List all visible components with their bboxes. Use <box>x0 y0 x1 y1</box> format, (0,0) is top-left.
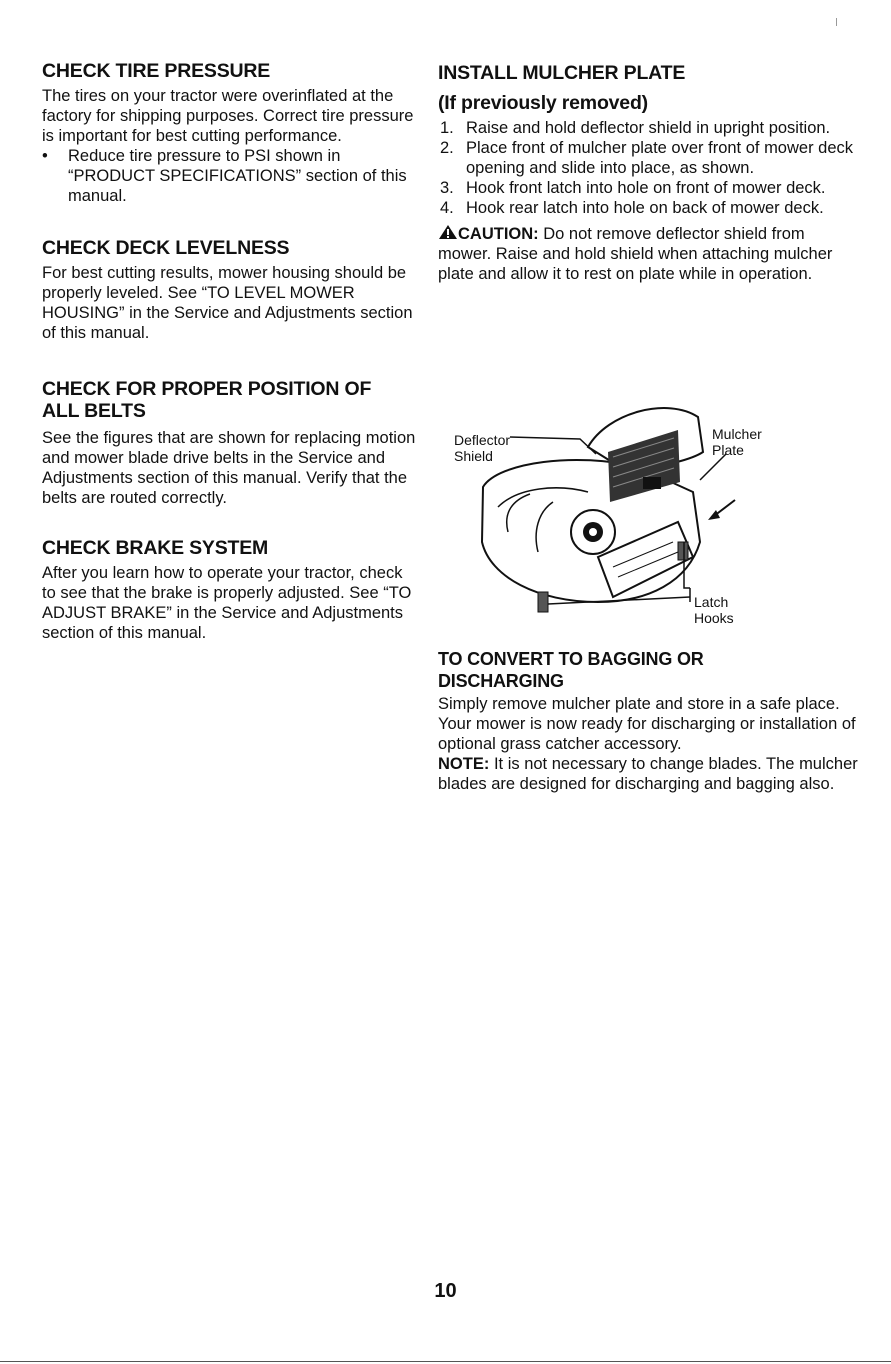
step-text: Place front of mulcher plate over front of mower deck opening and slide into place, as shown. <box>466 139 854 177</box>
deck-levelness-heading: CHECK DECK LEVELNESS <box>42 237 290 259</box>
brake-heading: CHECK BRAKE SYSTEM <box>42 537 269 559</box>
convert-heading: TO CONVERT TO BAGGING OR DISCHARGING <box>438 649 704 691</box>
convert-section <box>438 648 858 794</box>
tire-pressure-heading: CHECK TIRE PRESSURE <box>42 60 271 82</box>
step-text: Raise and hold deflector shield in upright position. <box>466 119 831 137</box>
step-number: 4. <box>440 199 454 217</box>
mulcher-plate-label <box>712 426 762 458</box>
latch-label-line1: Latch <box>694 594 729 610</box>
tire-pressure-section <box>42 60 418 206</box>
tire-pressure-list <box>42 146 418 206</box>
step-text: Hook front latch into hole on front of mower deck. <box>466 179 826 197</box>
mulcher-heading: INSTALL MULCHER PLATE <box>438 62 686 84</box>
step-number: 2. <box>440 139 454 157</box>
caution-label: CAUTION: <box>458 225 539 243</box>
mulcher-label-line1: Mulcher <box>712 426 762 442</box>
caution-text: Do not remove deflector shield from mower. Raise and hold shield when attaching mulcher plate and allow it to rest on plate while in operation. <box>438 225 833 283</box>
mulcher-label-line2: Plate <box>712 442 744 458</box>
note-label: NOTE: <box>438 755 490 773</box>
mulcher-step <box>438 118 858 138</box>
deflector-label-line2: Shield <box>454 448 493 464</box>
tire-pressure-bullet: • Reduce tire pressure to PSI shown in “PRODUCT SPECIFICATIONS” section of this manual. <box>42 146 418 206</box>
mulcher-step <box>438 138 858 178</box>
deflector-label-line1: Deflector <box>454 432 511 448</box>
corner-mark <box>836 18 837 26</box>
note-paragraph <box>438 754 858 794</box>
belts-heading: CHECK FOR PROPER POSITION OF ALL BELTS <box>42 378 372 422</box>
deflector-shield-label <box>454 432 510 464</box>
deck-levelness-section <box>42 237 418 343</box>
belts-text: See the figures that are shown for replacing motion and mower blade drive belts in the Service and Adjustments section of this manual. Verify that the belts are routed correctly. <box>42 429 416 507</box>
caution-note <box>438 224 858 284</box>
step-number: 3. <box>440 179 454 197</box>
page-number: 10 <box>434 1280 457 1302</box>
bottom-rule <box>0 1361 891 1362</box>
brake-section <box>42 537 418 643</box>
mulcher-step <box>438 178 858 198</box>
mulcher-steps <box>438 118 858 218</box>
step-text: Hook rear latch into hole on back of mower deck. <box>466 199 824 217</box>
note-text: It is not necessary to change blades. The mulcher blades are designed for discharging and bagging also. <box>438 755 858 793</box>
belts-section <box>42 378 418 508</box>
latch-hooks-label <box>694 594 734 626</box>
warning-icon <box>438 224 458 240</box>
mulcher-plate-figure <box>438 392 808 642</box>
mulcher-subheading: (If previously removed) <box>438 92 648 114</box>
mulcher-step <box>438 198 858 218</box>
mulcher-section <box>438 62 858 284</box>
convert-text: Simply remove mulcher plate and store in a safe place. Your mower is now ready for discharging or installation of optional grass catcher accessory. <box>438 695 856 753</box>
latch-label-line2: Hooks <box>694 610 734 626</box>
deck-levelness-text: For best cutting results, mower housing should be properly leveled. See “TO LEVEL MOWER HOUSING” in the Service and Adjustments section of this manual. <box>42 264 413 342</box>
step-number: 1. <box>440 119 454 137</box>
brake-text: After you learn how to operate your tractor, check to see that the brake is properly adjusted. See “TO ADJUST BRAKE” in the Service and Adjustments section of this manual. <box>42 564 412 642</box>
tire-pressure-text: The tires on your tractor were overinflated at the factory for shipping purposes. Correct tire pressure is important for best cutting performance. <box>42 87 414 145</box>
